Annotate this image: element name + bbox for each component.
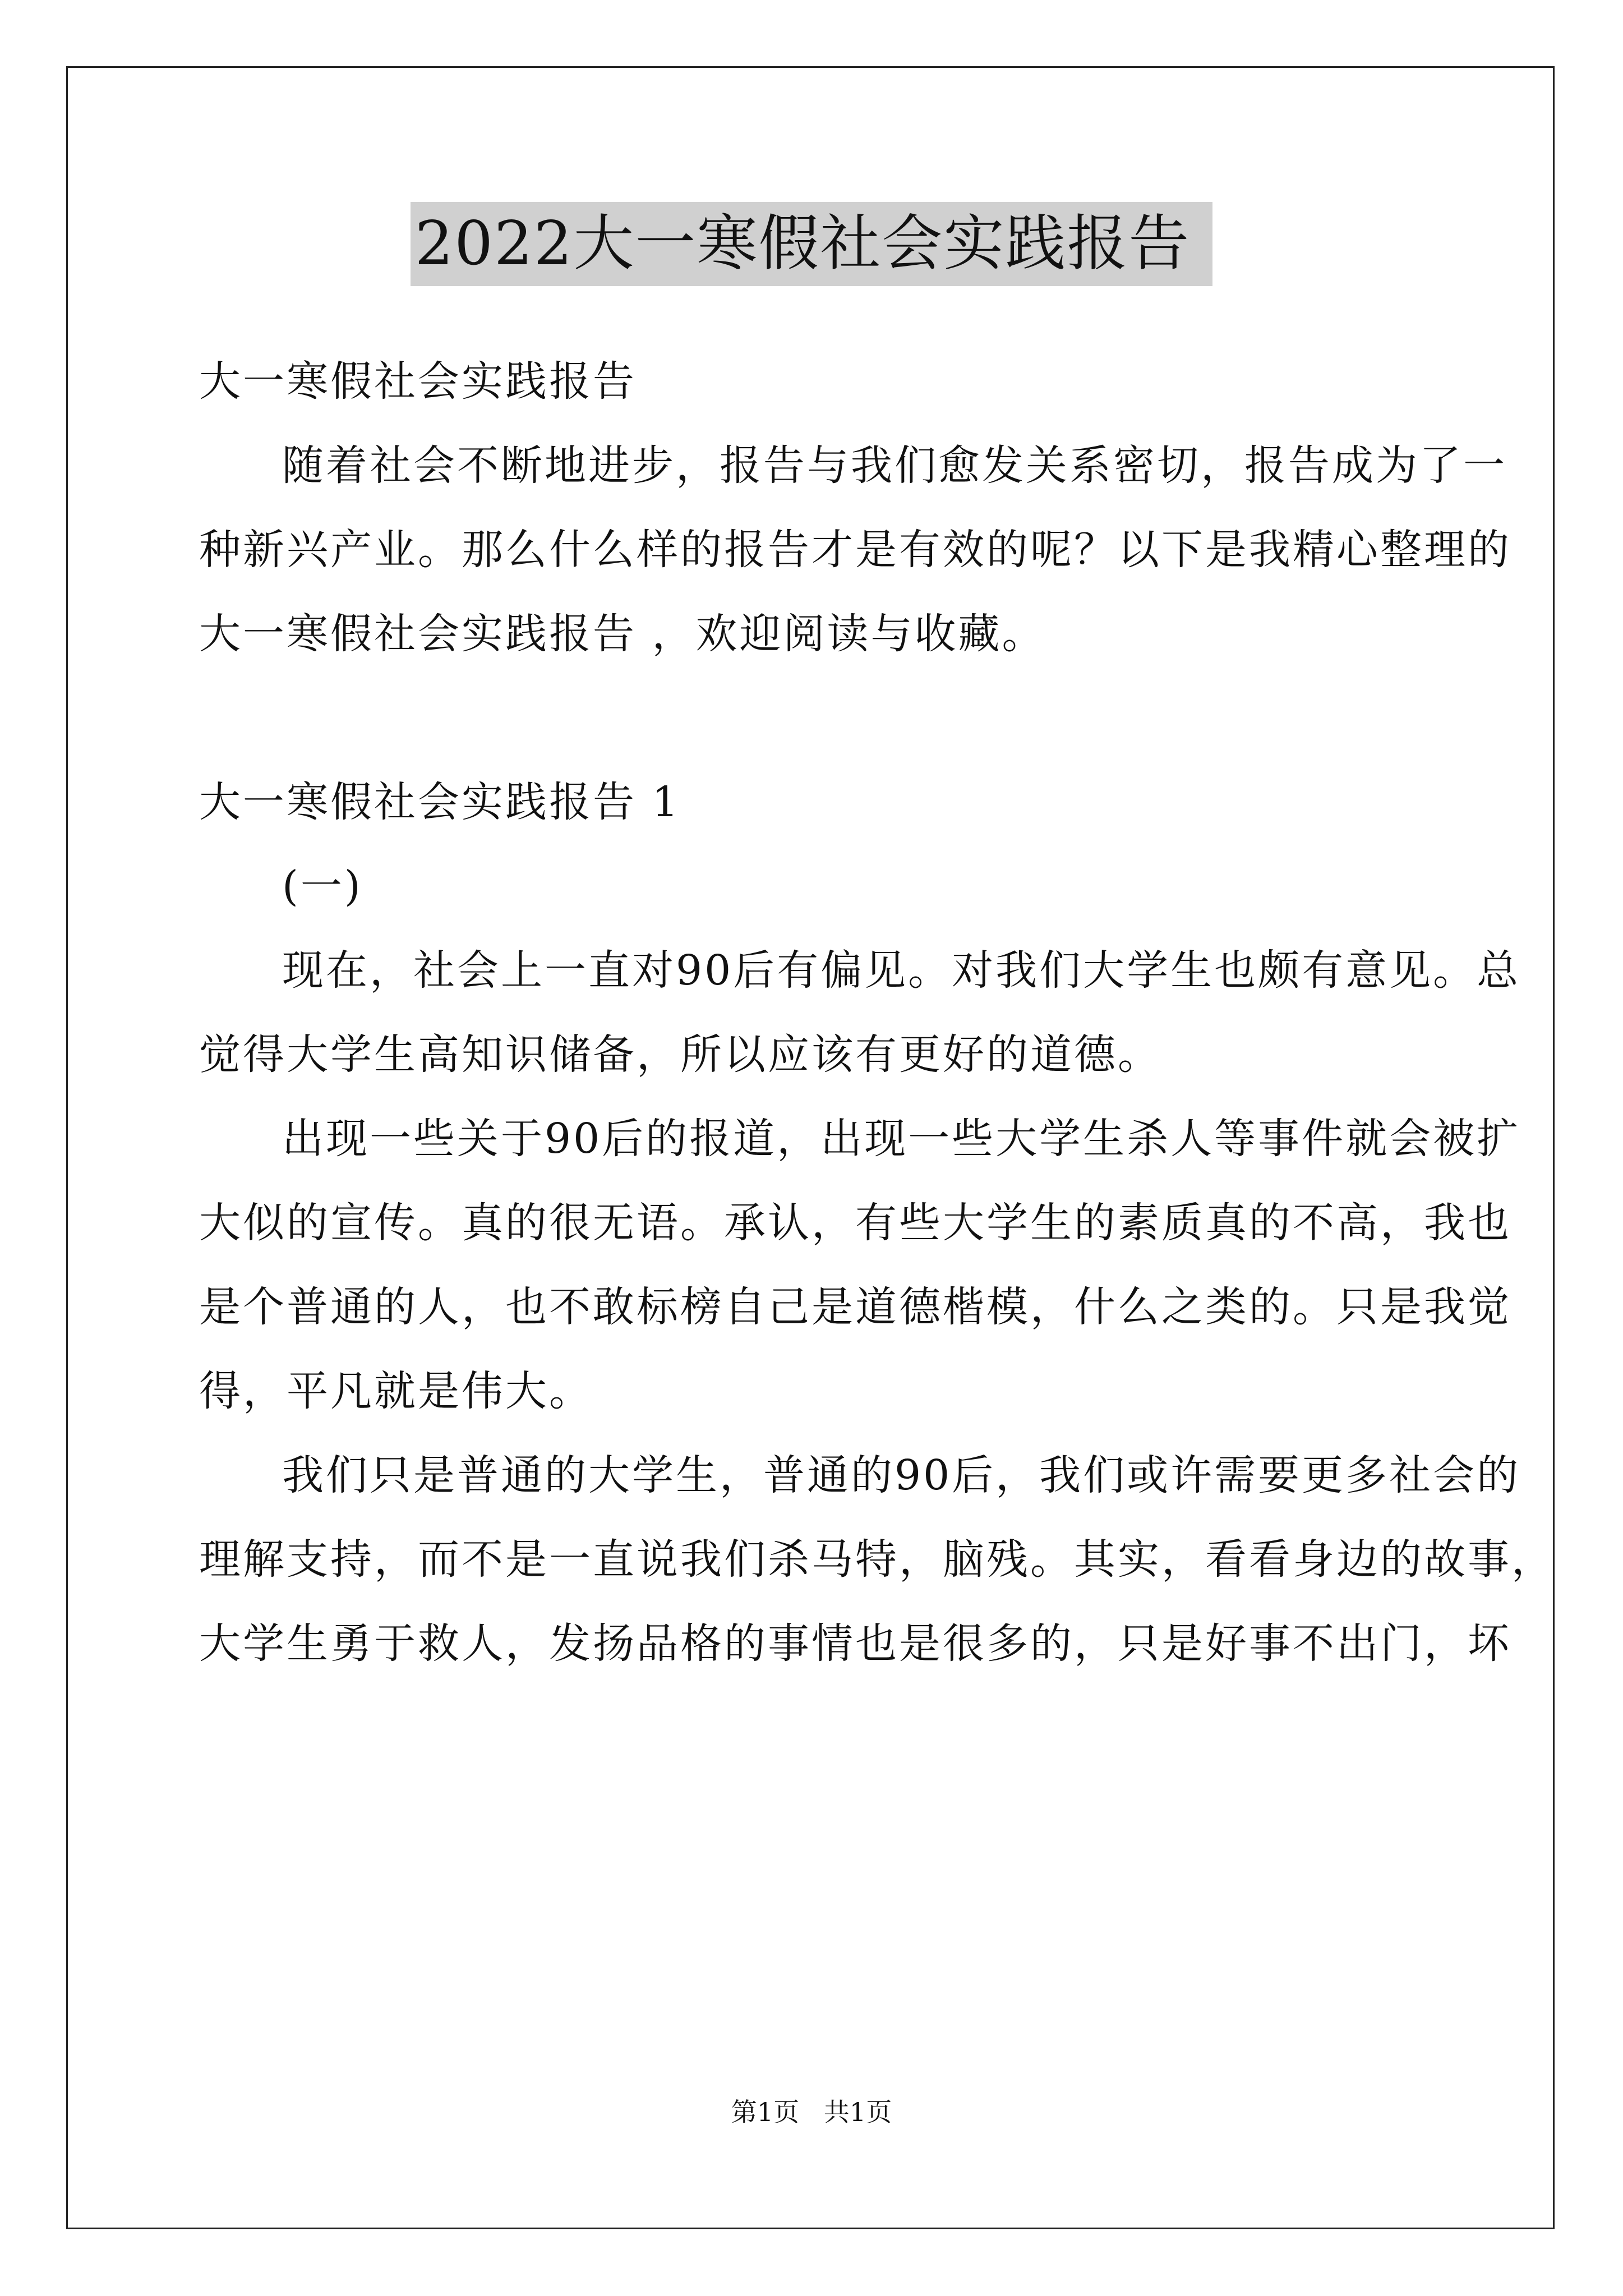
paragraph-line: 理解支持，而不是一直说我们杀马特，脑残。其实，看看身边的故事， xyxy=(199,1535,1555,1584)
paragraph-line: 是个普通的人，也不敢标榜自己是道德楷模，什么之类的。只是我觉 xyxy=(199,1283,1511,1331)
paragraph-line: 出现一些关于90后的报道，出现一些大学生杀人等事件就会被扩 xyxy=(282,1115,1521,1163)
intro-line: 随着社会不断地进步，报告与我们愈发关系密切，报告成为了一 xyxy=(282,441,1507,490)
spacer xyxy=(199,676,1455,760)
document-body xyxy=(199,339,1555,1686)
paragraph-line: 大学生勇于救人，发扬品格的事情也是很多的，只是好事不出门，坏 xyxy=(199,1619,1511,1668)
title-container xyxy=(0,202,1623,286)
page-footer: 第1页 共1页 xyxy=(731,2097,892,2127)
document-subtitle: 大一寒假社会实践报告 xyxy=(199,357,637,406)
paragraph-line: 觉得大学生高知识储备，所以应该有更好的道德。 xyxy=(199,1030,1161,1079)
paragraph-line: 大似的宣传。真的很无语。承认，有些大学生的素质真的不高，我也 xyxy=(199,1199,1511,1247)
section-marker: (一) xyxy=(282,862,363,910)
intro-line: 种新兴产业。那么什么样的报告才是有效的呢？以下是我精心整理的 xyxy=(199,526,1511,574)
intro-line: 大一寒假社会实践报告 ，欢迎阅读与收藏。 xyxy=(199,610,1046,658)
paragraph-line: 我们只是普通的大学生，普通的90后，我们或许需要更多社会的 xyxy=(282,1451,1521,1499)
document-title: 2022大一寒假社会实践报告 xyxy=(411,202,1213,286)
paragraph-line: 得，平凡就是伟大。 xyxy=(199,1367,593,1415)
paragraph-line: 现在，社会上一直对90后有偏见。对我们大学生也颇有意见。总 xyxy=(282,946,1521,995)
section-heading: 大一寒假社会实践报告 1 xyxy=(199,778,681,826)
